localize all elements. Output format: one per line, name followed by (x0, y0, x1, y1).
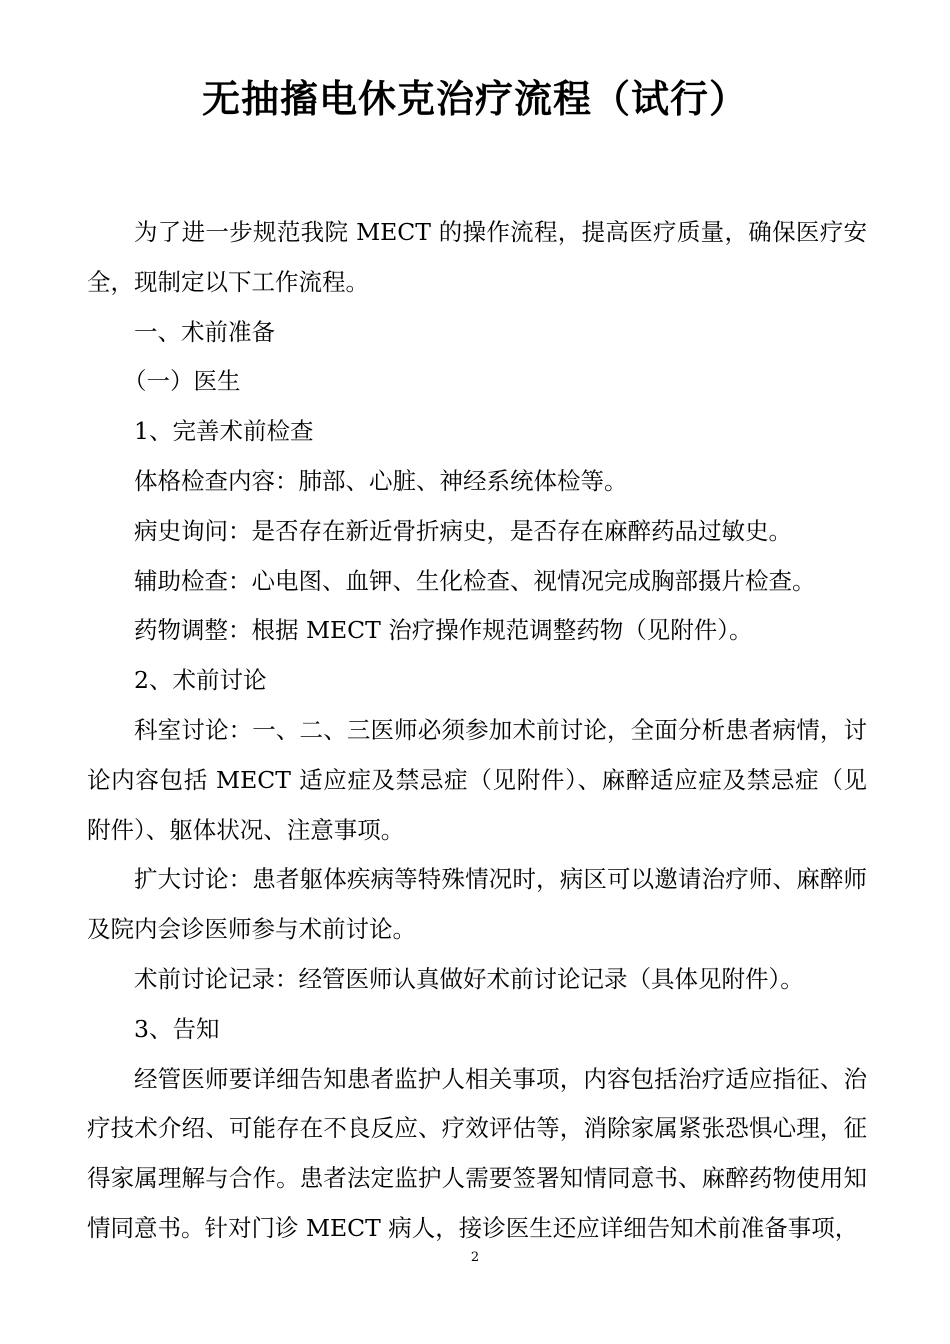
intro-paragraph: 为了进一步规范我院 MECT 的操作流程，提高医疗质量，确保医疗安全，现制定以下工作流程。 (87, 218, 867, 296)
paragraph-discussion-record: 术前讨论记录：经管医师认真做好术前讨论记录（具体见附件）。 (134, 964, 804, 993)
item-heading-exam: 1、完善术前检查 (134, 417, 314, 446)
paragraph-auxiliary-exam: 辅助检查：心电图、血钾、生化检查、视情况完成胸部摄片检查。 (134, 566, 816, 595)
item-heading-discussion: 2、术前讨论 (134, 666, 267, 695)
section-heading-preop: 一、术前准备 (134, 317, 275, 346)
subsection-heading-doctor: （一）医生 (123, 367, 241, 396)
paragraph-physical-exam: 体格检查内容：肺部、心脏、神经系统体检等。 (134, 466, 628, 495)
paragraph-medication: 药物调整：根据 MECT 治疗操作规范调整药物（见附件）。 (134, 616, 753, 645)
page-number: 2 (470, 1250, 480, 1265)
paragraph-notification: 经管医师要详细告知患者监护人相关事项，内容包括治疗适应指征、治疗技术介绍、可能存在不良反应、疗效评估等，消除家属紧张恐惧心理，征得家属理解与合作。患者法定监护人需要签署知情同意书、麻醉药物使用知情同意书。针对门诊 MECT 病人，接诊医生还应详细告知术前准备事项， (87, 1064, 867, 1242)
paragraph-extended-discussion: 扩大讨论：患者躯体疾病等特殊情况时，病区可以邀请治疗师、麻醉师及院内会诊医师参与术前讨论。 (87, 865, 867, 944)
paragraph-department-discussion: 科室讨论：一、二、三医师必须参加术前讨论，全面分析患者病情，讨论内容包括 MECT 适应症及禁忌症（见附件）、麻醉适应症及禁忌症（见附件）、躯体状况、注意事项。 (87, 715, 867, 844)
paragraph-history: 病史询问：是否存在新近骨折病史，是否存在麻醉药品过敏史。 (134, 516, 792, 545)
item-heading-notification: 3、告知 (134, 1014, 220, 1043)
document-title: 无抽搐电休克治疗流程（试行） (201, 77, 748, 121)
document-body (87, 208, 867, 1254)
